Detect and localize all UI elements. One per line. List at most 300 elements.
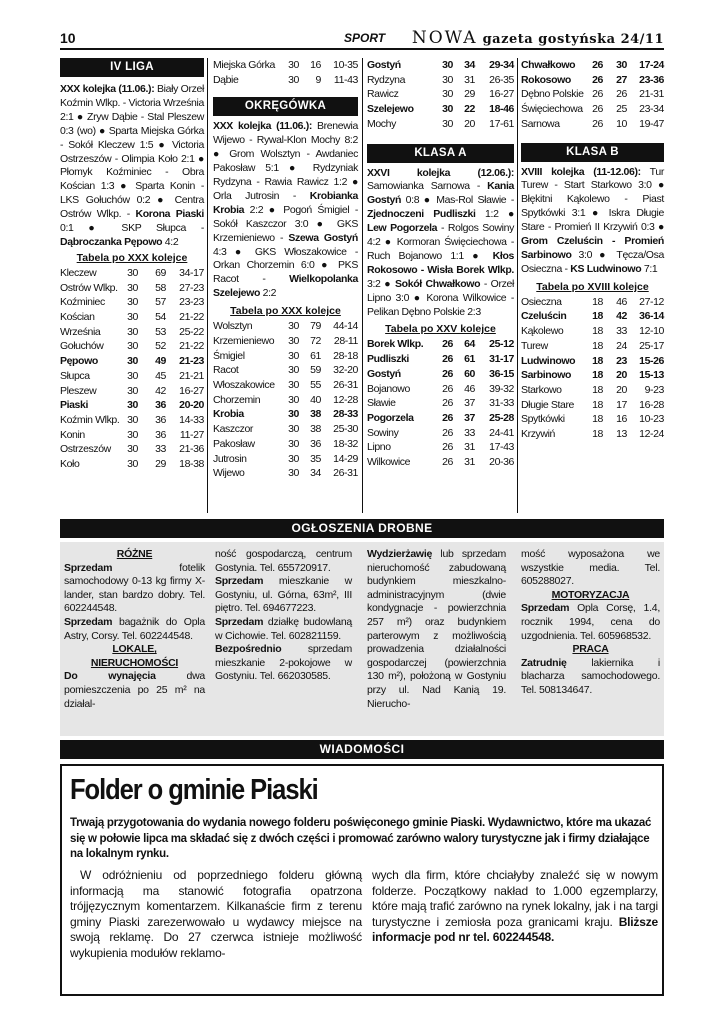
goals: 27-23 bbox=[179, 281, 204, 294]
team-name: Rokosowo bbox=[521, 73, 571, 86]
team-name: Koźminiec bbox=[60, 296, 105, 309]
highlighted-text: XXX kolejka (11.06.): bbox=[60, 83, 155, 95]
table-row bbox=[60, 325, 204, 340]
highlighted-text: Sprzedam bbox=[215, 575, 264, 588]
matches-played: 30 bbox=[288, 320, 299, 333]
goals: 10-35 bbox=[333, 59, 358, 71]
classified-ad bbox=[521, 602, 660, 643]
points: 33 bbox=[464, 426, 475, 439]
points: 37 bbox=[464, 412, 475, 424]
highlighted-text: XVIII kolejka (11-12.06): bbox=[521, 165, 641, 178]
team-name: Krobia bbox=[213, 408, 244, 421]
classified-category: RÓŻNE bbox=[116, 548, 153, 560]
points: 38 bbox=[310, 408, 321, 421]
text-run: 7:1 bbox=[641, 262, 658, 275]
matches-played: 26 bbox=[442, 441, 453, 454]
points: 36 bbox=[310, 437, 321, 450]
table-row bbox=[213, 393, 358, 408]
table-row bbox=[213, 349, 358, 364]
text-run: sprzedam mieszkanie 2-pokojowe w Gostyniu. Tel. 662030585. bbox=[215, 643, 352, 683]
goals: 32-20 bbox=[333, 364, 358, 377]
text-run: Samowianka Sarnowa - bbox=[367, 180, 488, 193]
goals: 12-10 bbox=[639, 325, 664, 338]
table-row bbox=[521, 412, 664, 427]
text-run: mość wyposażona we wszystkie media. Tel. 605288027. bbox=[521, 548, 660, 588]
team-name: Pępowo bbox=[60, 355, 98, 368]
highlighted-text: Wydzierżawię bbox=[367, 548, 433, 560]
matches-played: 30 bbox=[127, 369, 138, 382]
matches-played: 18 bbox=[592, 369, 603, 382]
team-name: Ostrów Wlkp. bbox=[60, 281, 118, 294]
team-name: Chorzemin bbox=[213, 393, 261, 406]
team-name: Pleszew bbox=[60, 384, 97, 397]
matches-played: 26 bbox=[592, 117, 603, 130]
team-name: Czeluścin bbox=[521, 310, 567, 323]
column-divider bbox=[517, 58, 518, 513]
highlighted-text: Kania Gostyń bbox=[367, 180, 514, 207]
section-title: SPORT bbox=[344, 31, 386, 45]
matches-played: 26 bbox=[592, 73, 603, 86]
classifieds-column bbox=[367, 548, 506, 711]
masthead-nowa: NOWA bbox=[411, 28, 478, 48]
table-row bbox=[60, 354, 204, 369]
matches-played: 30 bbox=[127, 428, 138, 441]
team-name: Wilkowice bbox=[367, 456, 411, 469]
team-name: Osieczna bbox=[521, 295, 562, 308]
table-row bbox=[60, 413, 204, 428]
points: 24 bbox=[616, 339, 627, 352]
goals: 20-20 bbox=[179, 399, 204, 412]
points: 20 bbox=[616, 369, 627, 382]
team-name: Krzywiń bbox=[521, 428, 555, 441]
goals: 27-12 bbox=[639, 295, 664, 308]
table-row bbox=[60, 369, 204, 384]
classified-ad bbox=[64, 616, 205, 643]
text-run: działkę budowlaną w Cichowie. Tel. 602821159. bbox=[215, 615, 352, 642]
points: 22 bbox=[464, 103, 475, 116]
points: 42 bbox=[616, 310, 627, 323]
points: 23 bbox=[616, 354, 627, 367]
table-row bbox=[213, 58, 358, 73]
team-name: Gołuchów bbox=[60, 340, 104, 353]
table-row bbox=[213, 73, 358, 88]
table-row bbox=[367, 58, 514, 73]
goals: 15-26 bbox=[639, 354, 664, 367]
matches-played: 18 bbox=[592, 398, 603, 411]
classified-ad bbox=[215, 548, 352, 575]
matches-played: 26 bbox=[442, 397, 453, 410]
goals: 23-34 bbox=[639, 103, 664, 116]
matches-played: 30 bbox=[288, 467, 299, 480]
points: 42 bbox=[155, 384, 166, 397]
table-title: Tabela po XXX kolejce bbox=[76, 251, 188, 264]
table-row bbox=[521, 102, 664, 117]
goals: 39-32 bbox=[489, 382, 514, 395]
team-name: Rydzyna bbox=[367, 73, 406, 86]
table-row bbox=[521, 324, 664, 339]
goals: 18-32 bbox=[333, 437, 358, 450]
highlighted-text: XXX kolejka (11.06.): bbox=[213, 120, 313, 133]
standings-table bbox=[367, 337, 514, 469]
table-row bbox=[60, 339, 204, 354]
matches-played: 26 bbox=[592, 88, 603, 101]
goals: 20-36 bbox=[489, 456, 514, 469]
section-bar-news: WIADOMOŚCI bbox=[60, 740, 664, 759]
standings-table-continued bbox=[213, 58, 358, 87]
table-row bbox=[213, 466, 358, 481]
team-name: Mochy bbox=[367, 117, 396, 130]
table-row bbox=[367, 411, 514, 426]
classified-ad bbox=[64, 562, 205, 616]
goals: 16-28 bbox=[639, 398, 664, 411]
article-column bbox=[372, 868, 658, 946]
table-row bbox=[60, 428, 204, 443]
goals: 21-31 bbox=[639, 88, 664, 101]
standings-table-continued bbox=[521, 58, 664, 132]
article-contact: Bliższe informacje pod nr tel. 602244548. bbox=[372, 914, 658, 945]
goals: 25-12 bbox=[489, 338, 514, 351]
text-run: 1:2 ● bbox=[475, 208, 514, 221]
text-run: 3:2 ● bbox=[367, 277, 396, 290]
highlighted-text: Kłos Rokosowo - Wisła Borek Wlkp. bbox=[367, 249, 514, 276]
classified-ad bbox=[215, 643, 352, 684]
points: 10 bbox=[616, 117, 627, 130]
table-row bbox=[213, 378, 358, 393]
highlighted-text: Sprzedam bbox=[521, 602, 570, 615]
matches-played: 30 bbox=[127, 384, 138, 397]
matches-played: 30 bbox=[288, 437, 299, 450]
highlighted-text: Sprzedam bbox=[215, 615, 264, 628]
team-name: Koźmin Wlkp. bbox=[60, 413, 120, 426]
classified-category: PRACA bbox=[572, 643, 609, 656]
standings-table bbox=[521, 295, 664, 442]
goals: 11-27 bbox=[179, 428, 204, 441]
column-iv-liga bbox=[60, 58, 204, 472]
matches-played: 26 bbox=[442, 382, 453, 395]
matches-played: 30 bbox=[127, 281, 138, 294]
text-run: mieszkanie w Gostyniu, ul. Górna, 63m², III piętro. Tel. 694677223. bbox=[215, 575, 352, 615]
section-bar-klasa-b: KLASA B bbox=[521, 143, 664, 162]
matches-played: 26 bbox=[442, 338, 453, 351]
text-run: 0:8 ● Mas-Rol Sławie - bbox=[401, 194, 514, 207]
points: 20 bbox=[464, 117, 475, 130]
section-bar-iv-liga: IV LIGA bbox=[60, 58, 204, 77]
classified-category: NIERUCHOMOŚCI bbox=[90, 656, 179, 669]
table-row bbox=[60, 281, 204, 296]
matches-played: 30 bbox=[127, 340, 138, 353]
table-row bbox=[367, 73, 514, 88]
table-title: Tabela po XXV kolejce bbox=[385, 323, 496, 336]
goals: 25-30 bbox=[333, 423, 358, 436]
matches-played: 30 bbox=[442, 103, 453, 116]
goals: 25-22 bbox=[179, 325, 204, 338]
points: 13 bbox=[616, 428, 627, 441]
points: 30 bbox=[616, 59, 627, 71]
points: 35 bbox=[310, 452, 321, 465]
text-run: ność gospodarczą, centrum Gostynia. Tel. 655720917. bbox=[215, 548, 352, 574]
highlighted-text: KS Ludwinowo bbox=[570, 262, 642, 275]
matches-played: 26 bbox=[442, 412, 453, 424]
points: 27 bbox=[616, 73, 627, 86]
team-name: Kościan bbox=[60, 310, 95, 323]
points: 57 bbox=[155, 296, 166, 309]
matches-played: 18 bbox=[592, 295, 603, 308]
team-name: Kaszczor bbox=[213, 423, 253, 436]
highlighted-text: Grom Czeluścin - Promień Sarbinowo bbox=[521, 235, 664, 261]
matches-played: 30 bbox=[288, 59, 299, 71]
table-row bbox=[367, 87, 514, 102]
text-run: 0:1 ● SKP Słupca - bbox=[60, 222, 204, 235]
team-name: Spytkówki bbox=[521, 413, 565, 426]
goals: 16-27 bbox=[179, 384, 204, 397]
goals: 21-22 bbox=[179, 340, 204, 353]
matches-played: 30 bbox=[127, 413, 138, 426]
highlighted-text: Sokół Chwałkowo bbox=[395, 277, 481, 290]
points: 17 bbox=[616, 398, 627, 411]
goals: 36-14 bbox=[639, 310, 664, 323]
team-name: Pudliszki bbox=[367, 353, 409, 366]
matches-played: 30 bbox=[288, 349, 299, 362]
matches-played: 30 bbox=[127, 399, 138, 412]
matches-played: 30 bbox=[288, 364, 299, 377]
matches-played: 18 bbox=[592, 354, 603, 367]
team-name: Kleczew bbox=[60, 266, 97, 279]
highlighted-text: Korona Piaski bbox=[135, 208, 204, 221]
team-name: Sławie bbox=[367, 397, 396, 410]
table-row bbox=[521, 398, 664, 413]
article-paragraph: W odróżnieniu od poprzedniego folderu główną informacją ma stanowić fotografia opatrzona trójjęzycznym komentarzem. Kilkanaście firm z terenu gminy Piaski zarezerwowało u wydawcy miejsce na swoją reklamę. Do 27 czerwca istnieje możliwość wykupienia modułów reklamo- bbox=[70, 868, 362, 960]
table-row bbox=[60, 310, 204, 325]
team-name: Dębno Polskie bbox=[521, 88, 584, 101]
table-row bbox=[521, 383, 664, 398]
matches-text bbox=[60, 83, 204, 250]
goals: 17-43 bbox=[489, 441, 514, 454]
points: 31 bbox=[464, 456, 475, 469]
table-row bbox=[521, 117, 664, 132]
highlighted-text: Sprzedam bbox=[64, 615, 113, 628]
goals: 28-11 bbox=[333, 334, 358, 347]
text-run: Opla Corsę, 1.4, rocznik 1994, cena do uzgodnienia. Tel. 605968532. bbox=[521, 602, 660, 642]
text-run: Tur Turew - Start Starkowo 3:0 ● Błękitni Kąkolewo - Piast Spytkówki 3:1 ● Iskra Długie Stare - Promień II Krzywiń 0:3 ● bbox=[521, 165, 664, 234]
table-row bbox=[213, 319, 358, 334]
column-klasa-a bbox=[367, 58, 514, 470]
table-row bbox=[367, 102, 514, 117]
team-name: Rawicz bbox=[367, 88, 399, 101]
classified-category: LOKALE, bbox=[112, 643, 157, 656]
team-name: Bojanowo bbox=[367, 382, 410, 395]
matches-played: 30 bbox=[442, 73, 453, 86]
highlighted-text: Krobianka Krobia bbox=[213, 189, 358, 216]
table-row bbox=[213, 437, 358, 452]
matches-played: 30 bbox=[442, 88, 453, 101]
points: 64 bbox=[464, 338, 475, 351]
team-name: Słupca bbox=[60, 369, 90, 382]
text-run: dwa pomieszczenia po 25 m² na działal- bbox=[64, 670, 205, 710]
article-paragraph: wych dla firm, które chciałyby znaleźć się w nowym folderze. Początkowy nakład to 1.000 egzemplarzy, które mają trafić zarówno na rynek lokalny, jak i na targi turystyczne i zemiosła poza granicami kraju. bbox=[372, 868, 658, 929]
goals: 18-46 bbox=[489, 103, 514, 116]
points: 29 bbox=[155, 458, 166, 471]
team-name: Gostyń bbox=[367, 59, 401, 71]
text-run: bagażnik do Opla Astry, Corsy. Tel. 602244548. bbox=[64, 615, 205, 642]
goals: 11-43 bbox=[333, 73, 358, 86]
matches-played: 18 bbox=[592, 310, 603, 323]
column-okregowka bbox=[213, 58, 358, 481]
team-name: Kąkolewo bbox=[521, 325, 564, 338]
table-row bbox=[213, 334, 358, 349]
classifieds-column bbox=[521, 548, 660, 698]
points: 16 bbox=[616, 413, 627, 426]
goals: 26-35 bbox=[489, 73, 514, 86]
team-name: Śmigiel bbox=[213, 349, 245, 362]
table-title: Tabela po XVIII kolejce bbox=[536, 280, 649, 293]
table-row bbox=[521, 339, 664, 354]
points: 59 bbox=[310, 364, 321, 377]
matches-played: 30 bbox=[127, 355, 138, 368]
text-run: 2:2 bbox=[260, 287, 277, 300]
goals: 15-13 bbox=[639, 369, 664, 382]
classified-ad bbox=[521, 548, 660, 589]
goals: 19-47 bbox=[639, 117, 664, 130]
team-name: Koło bbox=[60, 458, 80, 471]
matches-played: 30 bbox=[127, 296, 138, 309]
matches-played: 30 bbox=[127, 443, 138, 456]
classified-ad bbox=[521, 657, 660, 698]
table-row bbox=[60, 266, 204, 281]
text-run: lub sprzedam nieruchomość zabudowaną budynkiem mieszkalno-administracyjnym (dwie kondygnacje - powierzchnia 257 m²) oraz budynkiem parterowym z możliwością prowadzenia działalności gospodarczej (powierzchnia 130 m²), położoną w Gostyniu przy ul. Nad Kanią 19. Nierucho- bbox=[367, 548, 506, 710]
table-row bbox=[367, 455, 514, 470]
team-name: Wolsztyn bbox=[213, 320, 253, 333]
goals: 28-33 bbox=[333, 408, 358, 421]
team-name: Lipno bbox=[367, 441, 391, 454]
matches-played: 30 bbox=[127, 458, 138, 471]
table-row bbox=[213, 422, 358, 437]
matches-played: 30 bbox=[288, 452, 299, 465]
table-row bbox=[60, 295, 204, 310]
points: 49 bbox=[155, 355, 166, 368]
points: 20 bbox=[616, 383, 627, 396]
matches-played: 26 bbox=[442, 353, 453, 366]
table-row bbox=[521, 354, 664, 369]
table-row bbox=[521, 427, 664, 442]
table-row bbox=[367, 382, 514, 397]
classified-ad bbox=[367, 548, 506, 711]
column-klasa-b bbox=[521, 58, 664, 442]
matches-played: 30 bbox=[127, 310, 138, 323]
goals: 18-38 bbox=[179, 458, 204, 471]
article-column bbox=[70, 868, 362, 962]
table-row bbox=[367, 440, 514, 455]
section-bar-okregowka: OKRĘGÓWKA bbox=[213, 97, 358, 116]
matches-played: 18 bbox=[592, 383, 603, 396]
team-name: Gostyń bbox=[367, 367, 401, 380]
table-row bbox=[367, 337, 514, 352]
table-row bbox=[367, 426, 514, 441]
goals: 21-22 bbox=[179, 310, 204, 323]
goals: 34-17 bbox=[179, 266, 204, 279]
points: 25 bbox=[616, 103, 627, 116]
points: 31 bbox=[464, 441, 475, 454]
goals: 17-61 bbox=[489, 117, 514, 130]
team-name: Chwałkowo bbox=[521, 59, 576, 71]
points: 52 bbox=[155, 340, 166, 353]
matches-played: 18 bbox=[592, 339, 603, 352]
team-name: Pakosław bbox=[213, 437, 255, 450]
text-run: 3:0 ● Tęcza/Osa Osieczna - bbox=[521, 248, 664, 275]
points: 26 bbox=[616, 88, 627, 101]
table-row bbox=[521, 368, 664, 383]
goals: 23-23 bbox=[179, 296, 204, 309]
team-name: Długie Stare bbox=[521, 398, 574, 411]
table-row bbox=[521, 87, 664, 102]
matches-played: 18 bbox=[592, 428, 603, 441]
column-divider bbox=[207, 58, 208, 513]
matches-played: 26 bbox=[592, 59, 603, 71]
matches-played: 30 bbox=[288, 408, 299, 421]
points: 60 bbox=[464, 367, 475, 380]
highlighted-text: Zjednoczeni Pudliszki bbox=[367, 208, 476, 221]
matches-played: 30 bbox=[288, 379, 299, 391]
matches-text bbox=[521, 166, 664, 277]
goals: 31-33 bbox=[489, 397, 514, 410]
text-run: lakiernika i blacharza samochodowego. Tel. 508134647. bbox=[521, 656, 660, 696]
table-row bbox=[367, 367, 514, 382]
points: 33 bbox=[155, 443, 166, 456]
team-name: Włoszakowice bbox=[213, 379, 275, 391]
highlighted-text: Zatrudnię bbox=[521, 656, 567, 669]
masthead bbox=[412, 28, 664, 48]
text-run: 4:3 ● GKS Włoszakowice - Orkan Chorzemin 6:0 ● PKS Racot - bbox=[213, 245, 358, 286]
team-name: Wijewo bbox=[213, 467, 245, 480]
goals: 9-23 bbox=[644, 383, 664, 396]
team-name: Dąbie bbox=[213, 73, 239, 86]
matches-played: 26 bbox=[442, 367, 453, 380]
points: 55 bbox=[310, 379, 321, 391]
column-divider bbox=[362, 58, 363, 513]
points: 37 bbox=[464, 397, 475, 410]
points: 36 bbox=[155, 428, 166, 441]
matches-played: 30 bbox=[288, 423, 299, 436]
matches-played: 30 bbox=[288, 393, 299, 406]
matches-played: 18 bbox=[592, 325, 603, 338]
points: 72 bbox=[310, 334, 321, 347]
team-name: Ostrzeszów bbox=[60, 443, 111, 456]
classified-category: MOTORYZACJA bbox=[551, 588, 630, 601]
matches-played: 30 bbox=[127, 266, 138, 279]
highlighted-text: Sprzedam bbox=[64, 561, 113, 574]
goals: 10-23 bbox=[639, 413, 664, 426]
table-row bbox=[213, 363, 358, 378]
team-name: Krzemieniewo bbox=[213, 334, 275, 347]
article-lead: Trwają przygotowania do wydania nowego folderu poświęconego gminie Piaski. Wydawnictwo, które ma ukazać się w połowie lipca ma składać się z dwóch części i promować zarówno walory turystyczne jak i firmy działające na lokalnym rynku. bbox=[70, 817, 652, 860]
points: 31 bbox=[464, 73, 475, 86]
points: 54 bbox=[155, 310, 166, 323]
team-name: Borek Wlkp. bbox=[367, 338, 424, 351]
goals: 26-31 bbox=[333, 467, 358, 480]
matches-text bbox=[367, 167, 514, 320]
team-name: Piaski bbox=[60, 399, 88, 412]
points: 45 bbox=[155, 369, 166, 382]
table-row bbox=[521, 309, 664, 324]
section-bar-ads: OGŁOSZENIA DROBNE bbox=[60, 519, 664, 538]
points: 36 bbox=[155, 413, 166, 426]
points: 46 bbox=[616, 295, 627, 308]
matches-played: 26 bbox=[442, 456, 453, 469]
points: 16 bbox=[310, 59, 321, 71]
goals: 21-23 bbox=[179, 355, 204, 368]
matches-played: 18 bbox=[592, 413, 603, 426]
points: 33 bbox=[616, 325, 627, 338]
points: 9 bbox=[315, 73, 321, 86]
